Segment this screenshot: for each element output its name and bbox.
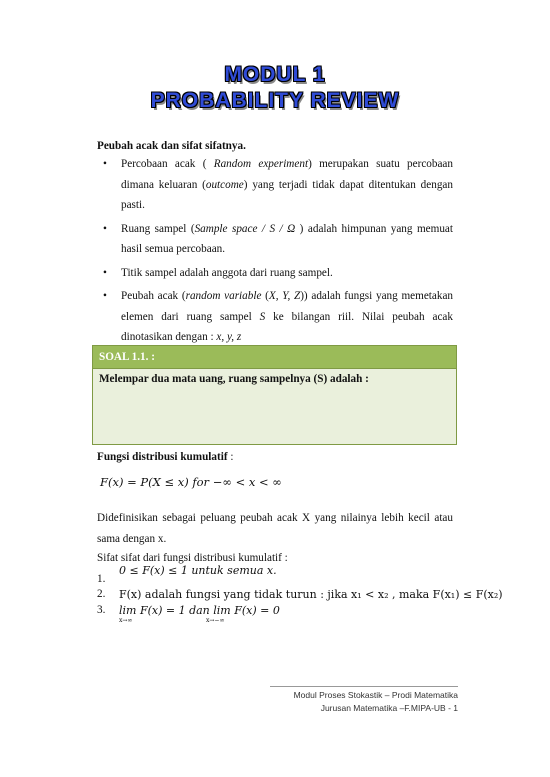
property-text: lim F(x) = 1 dan lim F(x) = 0 [119, 604, 280, 617]
definition-list [97, 154, 453, 351]
property-3 [97, 604, 457, 630]
exercise-label: SOAL 1.1. : [93, 346, 456, 369]
cdf-formula: F(x) = P(X ≤ x) for −∞ < x < ∞ [100, 475, 282, 489]
footer-line-2: Jurusan Matematika –F.MIPA-UB - 1 [320, 703, 458, 713]
property-text: F(x) adalah fungsi yang tidak turun : jika x₁ < x₂ , maka F(x₁) ≤ F(x₂) [119, 588, 503, 601]
property-1 [97, 566, 437, 586]
definition-item: • Ruang sampel (Sample space / S / Ω ) adalah himpunan yang memuat hasil semua percobaan. [97, 219, 453, 260]
definition-item: • Titik sampel adalah anggota dari ruang sampel. [97, 263, 453, 284]
footer-divider [270, 686, 458, 687]
properties-heading: Sifat sifat dari fungsi distribusi kumulatif : [97, 552, 288, 564]
exercise-box [92, 345, 457, 445]
cdf-definition: Didefinisikan sebagai peluang peubah acak X yang nilainya lebih kecil atau sama dengan x. [97, 512, 453, 545]
section-heading: Peubah acak dan sifat sifatnya. [97, 140, 246, 152]
limit-subscript: x→∞ [119, 617, 133, 624]
footer-line-1: Modul Proses Stokastik – Prodi Matematika [293, 690, 458, 700]
cdf-heading: Fungsi distribusi kumulatif : [97, 451, 234, 463]
property-number: 1. [97, 573, 106, 585]
property-text: 0 ≤ F(x) ≤ 1 untuk semua x. [119, 564, 277, 577]
module-title: MODUL 1 [224, 63, 326, 86]
exercise-question: Melempar dua mata uang, ruang sampelnya (S) adalah : [99, 373, 369, 385]
limit-subscript: x→−∞ [206, 617, 225, 624]
property-number: 3. [97, 604, 106, 616]
module-subtitle: PROBABILITY REVIEW [150, 89, 400, 112]
definition-item: • Percobaan acak ( Random experiment) merupakan suatu percobaan dimana keluaran (outcome) yang terjadi tidak dapat ditentukan dengan pasti. [97, 154, 453, 216]
property-number: 2. [97, 588, 106, 600]
definition-item: • Peubah acak (random variable (X, Y, Z)) adalah fungsi yang memetakan elemen dari ruang sampel S ke bilangan riil. Nilai peubah acak dinotasikan dengan : x, y, z [97, 286, 453, 348]
